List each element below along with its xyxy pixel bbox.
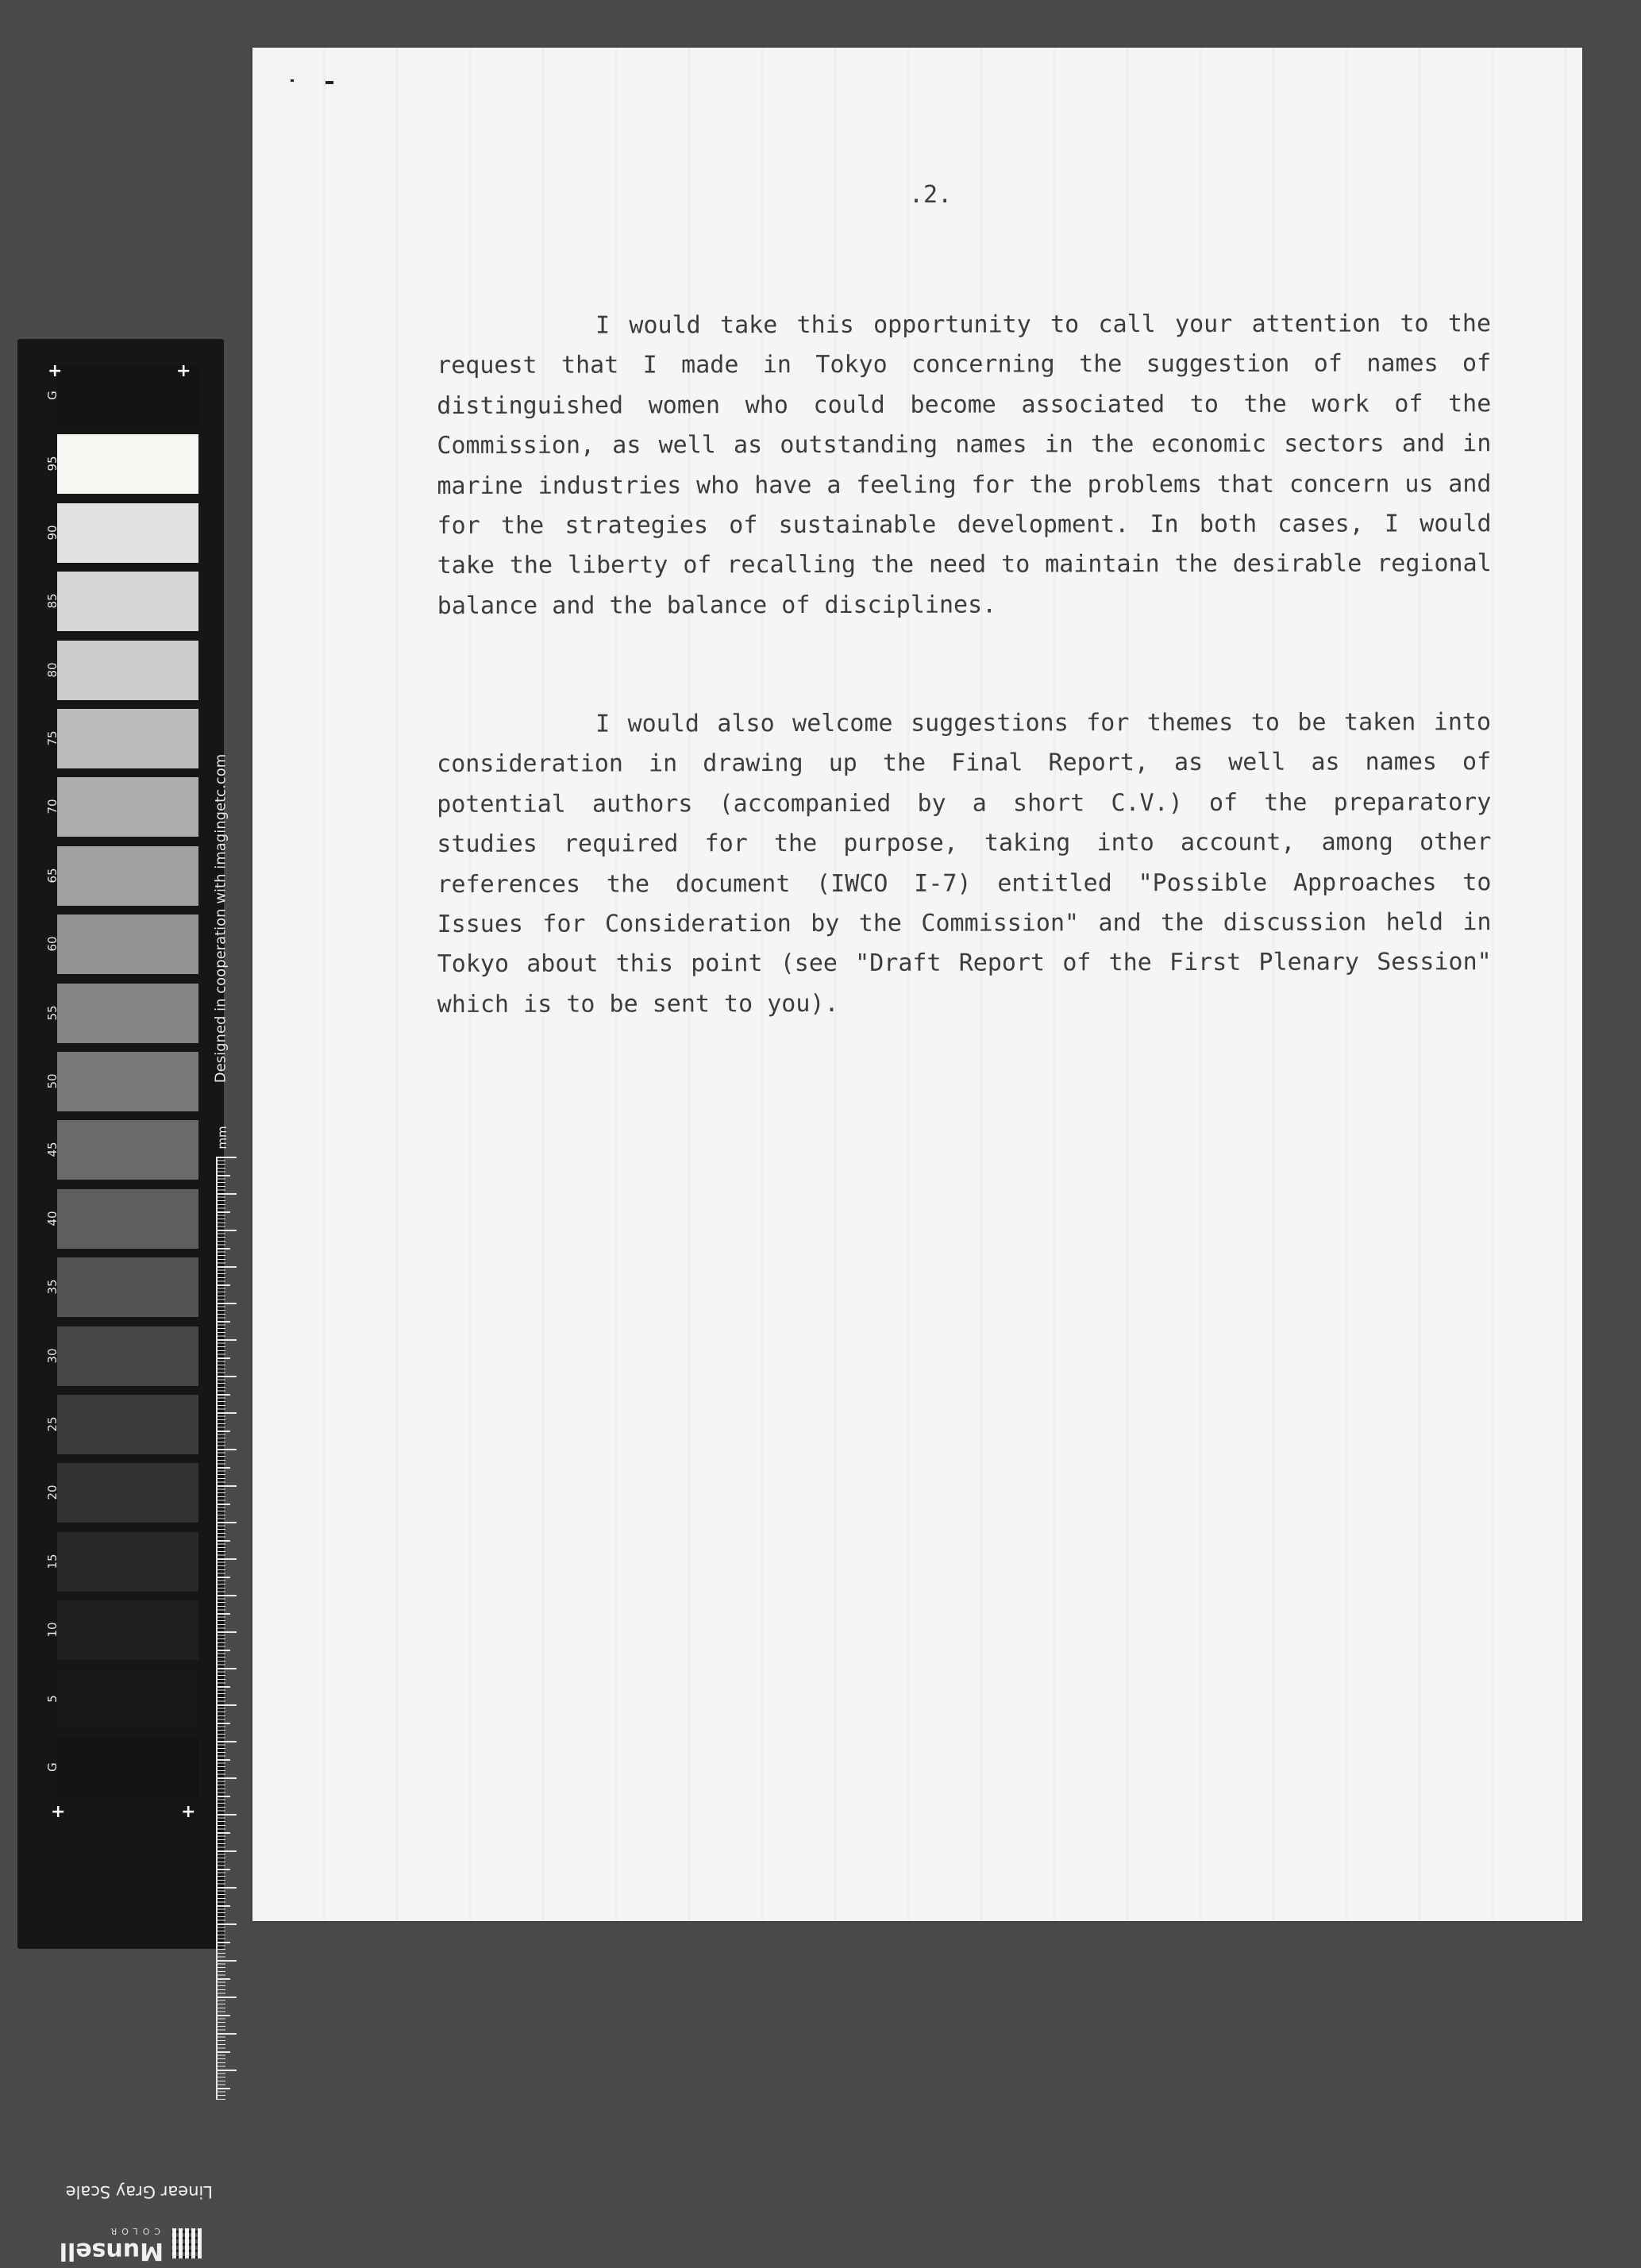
swatch-label: 5 bbox=[45, 1694, 60, 1703]
page-number: .2. bbox=[909, 181, 953, 209]
gray-swatch bbox=[57, 709, 198, 768]
swatch-label: 10 bbox=[45, 1622, 60, 1638]
body-paragraph-2: I would also welcome suggestions for themes to be taken into consideration in drawing up the Final Report, as well as names of potential authors (accompanied by a short C.V.) of the preparatory studies required for the purpose, taking into account, among other references the document (IWCO I-7) entitled "Possible Approaches to Issues for Consideration by the Commission" and the discussion held in Tokyo about this point (see "Draft Report of the First Plenary Session" which is to be sent to you). bbox=[437, 708, 1492, 1018]
gray-swatch bbox=[57, 1669, 198, 1729]
gray-swatch bbox=[57, 777, 198, 837]
gray-swatch bbox=[57, 1189, 198, 1249]
swatch-label: 90 bbox=[45, 525, 60, 541]
swatch-label: 85 bbox=[45, 593, 60, 609]
gray-swatch bbox=[57, 572, 198, 631]
swatch-label: 45 bbox=[45, 1142, 60, 1157]
swatch-label: 25 bbox=[45, 1416, 60, 1432]
swatch-label: 30 bbox=[45, 1348, 60, 1364]
brand-name: Munsell bbox=[59, 2237, 164, 2265]
gray-swatch bbox=[57, 1532, 198, 1592]
gray-swatch bbox=[57, 915, 198, 974]
brand-subtitle: COLOR bbox=[106, 2226, 160, 2236]
gray-swatch bbox=[57, 1327, 198, 1386]
swatch-label: 20 bbox=[45, 1484, 60, 1500]
swatch-label: 95 bbox=[45, 456, 60, 472]
gray-scale-title: Linear Gray Scale bbox=[65, 2182, 213, 2201]
swatch-label: 15 bbox=[45, 1554, 60, 1569]
registration-mark: + bbox=[51, 1802, 66, 1822]
card-credit-text: Designed in cooperation with imagingetc.com bbox=[212, 753, 229, 1084]
registration-mark: + bbox=[181, 1802, 196, 1822]
swatch-label: 55 bbox=[45, 1005, 60, 1021]
swatch-label: 40 bbox=[45, 1211, 60, 1226]
gray-swatch bbox=[57, 1738, 198, 1797]
body-paragraph-1: I would take this opportunity to call your attention to the request that I made in Tokyo concerning the suggestion of names of distinguished women who could become associated to the work of the Commission, as well as outstanding names in the economic sectors and in marine industries who have a feeling for the problems that concern us and for the strategies of sustainable development. In both cases, I would take the liberty of recalling the need to maintain the desirable regional balance and the balance of disciplines. bbox=[437, 310, 1492, 620]
gray-swatch bbox=[57, 1257, 198, 1317]
swatch-label: 75 bbox=[45, 730, 60, 746]
swatch-label: 35 bbox=[45, 1279, 60, 1295]
munsell-brand bbox=[59, 2220, 213, 2268]
registration-mark: + bbox=[176, 361, 191, 381]
swatch-label: 70 bbox=[45, 799, 60, 814]
gray-swatch bbox=[57, 641, 198, 700]
munsell-grid-icon bbox=[171, 2228, 202, 2258]
swatch-label: 60 bbox=[45, 936, 60, 952]
ruler-unit-label: mm bbox=[215, 1126, 229, 1149]
swatch-label: 50 bbox=[45, 1073, 60, 1089]
gray-swatch bbox=[57, 434, 198, 494]
gray-swatch bbox=[57, 1395, 198, 1454]
registration-mark: + bbox=[48, 361, 63, 381]
gray-swatch bbox=[57, 1600, 198, 1660]
gray-swatch bbox=[57, 503, 198, 563]
paper-speck bbox=[326, 81, 333, 84]
swatch-label: G bbox=[45, 1762, 60, 1772]
swatch-label: 65 bbox=[45, 868, 60, 884]
gray-swatch bbox=[57, 1120, 198, 1180]
swatch-label: G bbox=[45, 391, 60, 400]
gray-swatch bbox=[57, 984, 198, 1043]
gray-swatch bbox=[57, 1052, 198, 1111]
paper-speck bbox=[291, 79, 294, 82]
millimeter-ruler bbox=[216, 1157, 240, 2100]
swatch-label: 80 bbox=[45, 662, 60, 678]
gray-swatch bbox=[57, 1463, 198, 1523]
gray-scale-card bbox=[17, 339, 229, 2265]
gray-swatch bbox=[57, 846, 198, 906]
